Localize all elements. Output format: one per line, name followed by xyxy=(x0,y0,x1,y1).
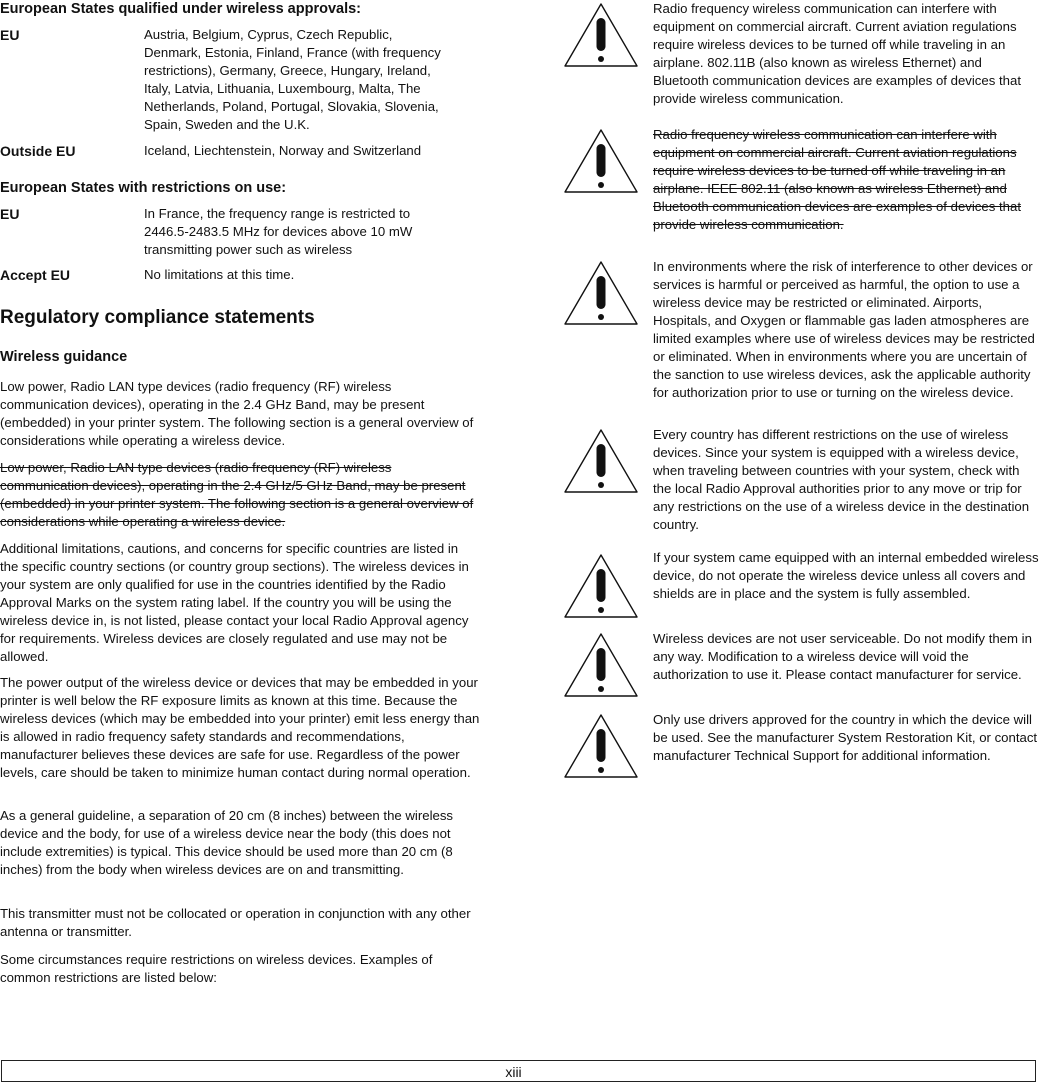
restrictions-eu-line: transmitting power such as wireless xyxy=(144,242,353,257)
restrictions-heading: European States with restrictions on use: xyxy=(0,180,287,196)
page-number: xiii xyxy=(505,1064,522,1080)
paragraph-separation: As a general guideline, a separation of 20 cm (8 inches) between the wireless device and the body, for use of a wireless device near the body (this does not include extremities) is typical. This device should be used more than 20 cm (8 inches) from the body when wireless devices are on and transmitting. xyxy=(0,808,454,877)
restrictions-accept-value: No limitations at this time. xyxy=(144,267,295,282)
paragraph-collocation: This transmitter must not be collocated or operation in conjunction with any other antenna or transmitter. xyxy=(0,906,471,939)
paragraph-limitations: Additional limitations, cautions, and concerns for specific countries are listed in the specific country sections (or country group sections). The wireless devices in your system are only qualified for use in the countries identified by the Radio Approval Marks on the system rating label. If the country you will be using the wireless device in, is not listed, please contact your local Radio Approval agency for requirements. Wireless devices are closely regulated and use may not be allowed. xyxy=(0,541,469,664)
warning-serviceable-text: Wireless devices are not user serviceable. Do not modify them in any way. Modification to a wireless device will void the authorization to use it. Please contact manufacturer for service. xyxy=(653,631,1032,682)
warning-aircraft-struck-text: Radio frequency wireless communication can interfere with equipment on commercial aircraft. Current aviation regulations require wireless devices to be turned off while traveling in an airplane. IEEE 802.11 (also known as wireless Ethernet) and Bluetooth communication devices are examples of devices that provide wireless communication. xyxy=(653,127,1021,232)
approvals-outside-value: Iceland, Liechtenstein, Norway and Switzerland xyxy=(144,143,422,158)
approvals-eu-line: Netherlands, Poland, Portugal, Slovakia, Slovenia, xyxy=(144,99,439,114)
paragraph-low-power: Low power, Radio LAN type devices (radio frequency (RF) wireless communication devices), operating in the 2.4 GHz Band, may be present (embedded) in your printer system. The following section is a general overview of considerations while operating a wireless device. xyxy=(0,379,474,448)
warning-embedded-text: If your system came equipped with an internal embedded wireless device, do not operate the wireless device unless all covers and shields are in place and the system is fully assembled. xyxy=(653,550,1039,601)
section-subheading: Wireless guidance xyxy=(0,349,128,365)
restrictions-eu-text xyxy=(144,205,480,259)
page-title: Regulatory compliance statements xyxy=(0,307,315,328)
approvals-heading: European States qualified under wireless approvals: xyxy=(0,1,361,17)
warning-triangle-icon xyxy=(561,426,641,496)
paragraph-power-output: The power output of the wireless device or devices that may be embedded in your printer is well below the RF exposure limits as known at this time. Because the wireless devices (which may be embedded into your printer) emit less energy than is allowed in radio frequency safety standards and recommendations, manufacturer believes these devices are safe for use. Regardless of the power levels, care should be taken to minimize human contact during normal operation. xyxy=(0,675,480,780)
warning-aircraft-text: Radio frequency wireless communication can interfere with equipment on commercial aircraft. Current aviation regulations require wireless devices to be turned off while traveling in an airplane. 802.11B (also known as wireless Ethernet) and Bluetooth communication devices are examples of devices that provide wireless communication. xyxy=(653,1,1021,106)
approvals-eu-countries xyxy=(144,26,480,134)
approvals-eu-line: Spain, Sweden and the U.K. xyxy=(144,117,310,132)
restrictions-eu-line: In France, the frequency range is restricted to xyxy=(144,206,411,221)
restrictions-accept-label: Accept EU xyxy=(0,267,71,283)
warning-triangle-icon xyxy=(561,0,641,70)
warning-triangle-icon xyxy=(561,126,641,196)
approvals-outside-label: Outside EU xyxy=(0,143,76,159)
warning-triangle-icon xyxy=(561,711,641,781)
warning-drivers-text: Only use drivers approved for the country in which the device will be used. See the manufacturer System Restoration Kit, or contact manufacturer Technical Support for additional information. xyxy=(653,712,1038,763)
approvals-eu-label: EU xyxy=(0,27,20,43)
warning-countries-text: Every country has different restrictions on the use of wireless devices. Since your system is equipped with a wireless device, when traveling between countries with your system, check with the local Radio Approval authorities prior to any move or trip for any restrictions on the use of a wireless device in the destination country. xyxy=(653,427,1030,532)
approvals-eu-line: Italy, Latvia, Lithuania, Luxembourg, Malta, The xyxy=(144,81,421,96)
approvals-eu-line: restrictions), Germany, Greece, Hungary, Ireland, xyxy=(144,63,431,78)
restrictions-eu-line: 2446.5-2483.5 MHz for devices above 10 mW xyxy=(144,224,413,239)
warning-environments-text: In environments where the risk of interference to other devices or services is harmful or perceived as harmful, the option to use a wireless device may be restricted or eliminated. Airports, Hospitals, and Oxygen or flammable gas laden atmospheres are limited examples where use of wireless devices may be restricted or eliminated. When in environments where you are uncertain of the sanction to use wireless devices, ask the applicable authority for authorization prior to use or turning on the wireless device. xyxy=(653,259,1035,400)
warning-triangle-icon xyxy=(561,551,641,621)
paragraph-low-power-struck: Low power, Radio LAN type devices (radio frequency (RF) wireless communication devices), operating in the 2.4 GHz/5 GHz Band, may be present (embedded) in your printer system. The following section is a general overview of considerations while operating a wireless device. xyxy=(0,460,474,529)
restrictions-eu-label: EU xyxy=(0,206,20,222)
approvals-eu-line: Austria, Belgium, Cyprus, Czech Republic, xyxy=(144,27,393,42)
paragraph-circumstances: Some circumstances require restrictions on wireless devices. Examples of common restrictions are listed below: xyxy=(0,952,433,985)
warning-triangle-icon xyxy=(561,258,641,328)
warning-triangle-icon xyxy=(561,630,641,700)
approvals-eu-line: Denmark, Estonia, Finland, France (with frequency xyxy=(144,45,441,60)
